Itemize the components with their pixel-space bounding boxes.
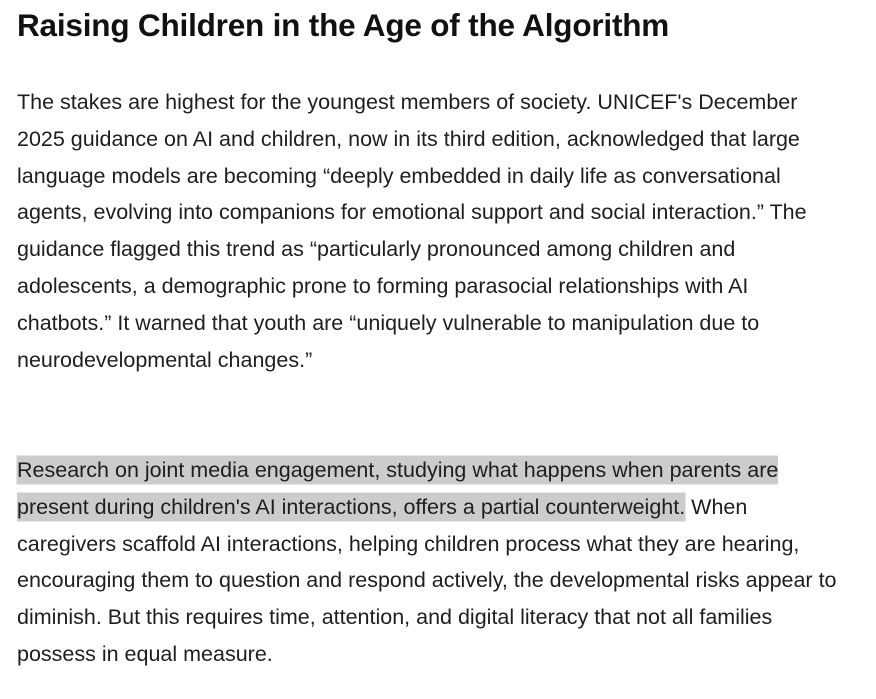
selected-text-highlight[interactable]: Research on joint media engagement, studying what happens when parents are present during children's AI interactions, offers a partial counterweight. <box>17 458 779 519</box>
article-paragraph-2[interactable] <box>17 452 837 673</box>
article-paragraph-1[interactable]: The stakes are highest for the youngest members of society. UNICEF's December 2025 guidance on AI and children, now in its third edition, acknowledged that large language models are becoming “deeply embedded in daily life as conversational agents, evolving into companions for emotional support and social interaction.” The guidance flagged this trend as “particularly pronounced among children and adolescents, a demographic prone to forming parasocial relationships with AI chatbots.” It warned that youth are “uniquely vulnerable to manipulation due to neurodevelopmental changes.” <box>17 90 807 372</box>
article-title: Raising Children in the Age of the Algorithm <box>17 7 670 43</box>
paragraph-2-body[interactable]: When caregivers scaffold AI interactions, helping children process what they are hearing, encouraging them to question and respond actively, the developmental risks appear to diminish. But this requires time, attention, and digital literacy that not all families possess in equal measure. <box>17 494 837 666</box>
article <box>17 0 847 666</box>
